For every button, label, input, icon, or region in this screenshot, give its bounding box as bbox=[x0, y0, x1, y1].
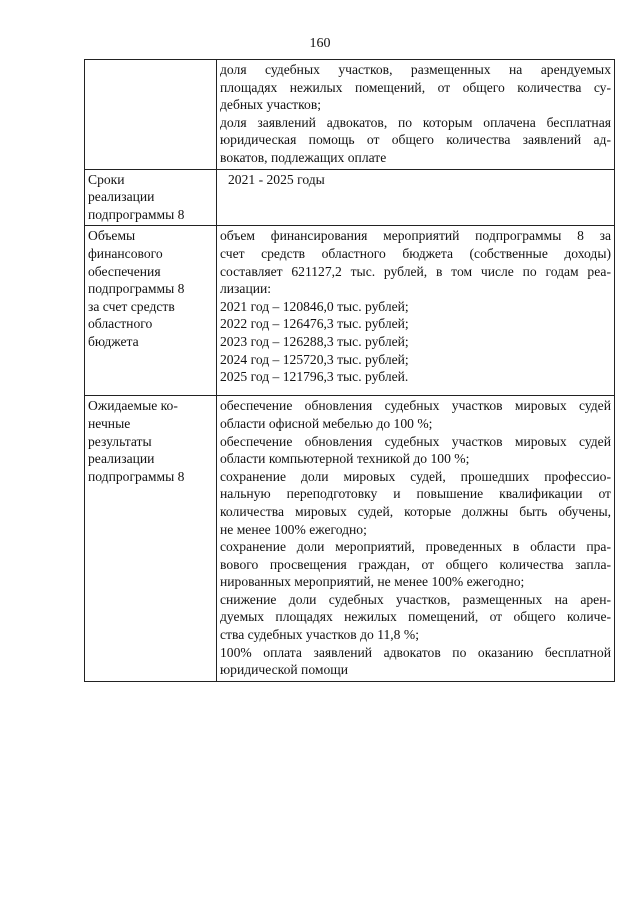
indicators-line: площадях нежилых помещений, от общего количества су- bbox=[220, 79, 611, 95]
finance-line: лизации: bbox=[220, 281, 272, 297]
finance-label-line: обеспечения bbox=[88, 263, 161, 279]
content-cell-timing bbox=[217, 169, 615, 226]
finance-label-line: областного bbox=[88, 316, 153, 332]
finance-line: составляет 621127,2 тыс. рублей, в том числе по годам реа- bbox=[220, 263, 611, 279]
subprogram-passport-table bbox=[84, 59, 615, 682]
finance-label-line: финансового bbox=[88, 245, 163, 261]
results-line: снижение доли судебных участков, размещенных на арен- bbox=[220, 591, 611, 607]
results-line: вового просвещения граждан, от общего количества запла- bbox=[220, 556, 611, 572]
label-cell-results bbox=[85, 396, 217, 682]
results-line: 100% оплата заявлений адвокатов по оказанию бесплатной bbox=[220, 644, 611, 660]
results-line: ства судебных участков до 11,8 %; bbox=[220, 627, 419, 643]
timing-value: 2021 - 2025 годы bbox=[228, 171, 325, 187]
finance-label-line: подпрограммы 8 bbox=[88, 281, 185, 297]
timing-label-line: реализации bbox=[88, 189, 155, 205]
results-line: области офисной мебелью до 100 %; bbox=[220, 415, 433, 431]
row-indicators bbox=[85, 60, 615, 170]
finance-year-line: 2025 год – 121796,3 тыс. рублей. bbox=[220, 369, 409, 385]
results-line: нальную переподготовку и повышение квалификации от bbox=[220, 486, 611, 502]
content-cell-indicators bbox=[217, 60, 615, 170]
indicators-line: доля заявлений адвокатов, по которым оплачена бесплатная bbox=[220, 114, 611, 130]
label-cell-timing bbox=[85, 169, 217, 226]
finance-label-line: Объемы bbox=[88, 228, 136, 244]
page-number: 160 bbox=[309, 36, 331, 51]
finance-year-line: 2022 год – 126476,3 тыс. рублей; bbox=[220, 316, 409, 332]
row-results bbox=[85, 396, 615, 682]
results-line: юридической помощи bbox=[220, 662, 348, 678]
indicators-line: вокатов, подлежащих оплате bbox=[220, 149, 387, 165]
timing-label-line: подпрограммы 8 bbox=[88, 206, 185, 222]
results-line: сохранение доли мировых судей, прошедших профессио- bbox=[220, 468, 611, 484]
results-line: обеспечение обновления судебных участков мировых судей bbox=[220, 433, 611, 449]
results-label-line: реализации bbox=[88, 451, 155, 467]
finance-label-line: бюджета bbox=[88, 333, 139, 349]
results-label-line: Ожидаемые ко- bbox=[88, 398, 178, 414]
results-label-line: подпрограммы 8 bbox=[88, 468, 185, 484]
indicators-line: юридическая помощь от общего количества заявлений ад- bbox=[220, 132, 611, 148]
results-line: сохранение доли мероприятий, проведенных в области пра- bbox=[220, 539, 611, 555]
results-line: не менее 100% ежегодно; bbox=[220, 521, 367, 537]
content-cell-finance bbox=[217, 226, 615, 396]
results-label-line: нечные bbox=[88, 415, 131, 431]
results-label-line: результаты bbox=[88, 433, 152, 449]
label-cell-indicators bbox=[85, 60, 217, 170]
finance-year-line: 2021 год – 120846,0 тыс. рублей; bbox=[220, 298, 409, 314]
finance-year-line: 2023 год – 126288,3 тыс. рублей; bbox=[220, 333, 409, 349]
finance-year-line: 2024 год – 125720,3 тыс. рублей; bbox=[220, 351, 409, 367]
indicators-line: доля судебных участков, размещенных на арендуемых bbox=[220, 62, 611, 77]
results-line: нированных мероприятий, не менее 100% ежегодно; bbox=[220, 574, 525, 590]
results-line: дуемых площадях нежилых помещений, от общего количе- bbox=[220, 609, 611, 625]
content-cell-results bbox=[217, 396, 615, 682]
finance-line: объем финансирования мероприятий подпрограммы 8 за bbox=[220, 228, 611, 244]
row-finance bbox=[85, 226, 615, 396]
results-line: области компьютерной техникой до 100 %; bbox=[220, 451, 470, 467]
timing-label-line: Сроки bbox=[88, 171, 125, 187]
results-line: количества мировых судей, которые должны быть обучены, bbox=[220, 503, 611, 519]
label-cell-finance bbox=[85, 226, 217, 396]
row-timing bbox=[85, 169, 615, 226]
finance-line: счет средств областного бюджета (собственные доходы) bbox=[220, 245, 611, 261]
indicators-line: дебных участков; bbox=[220, 97, 322, 113]
results-line: обеспечение обновления судебных участков мировых судей bbox=[220, 398, 611, 414]
finance-label-line: за счет средств bbox=[88, 298, 175, 314]
